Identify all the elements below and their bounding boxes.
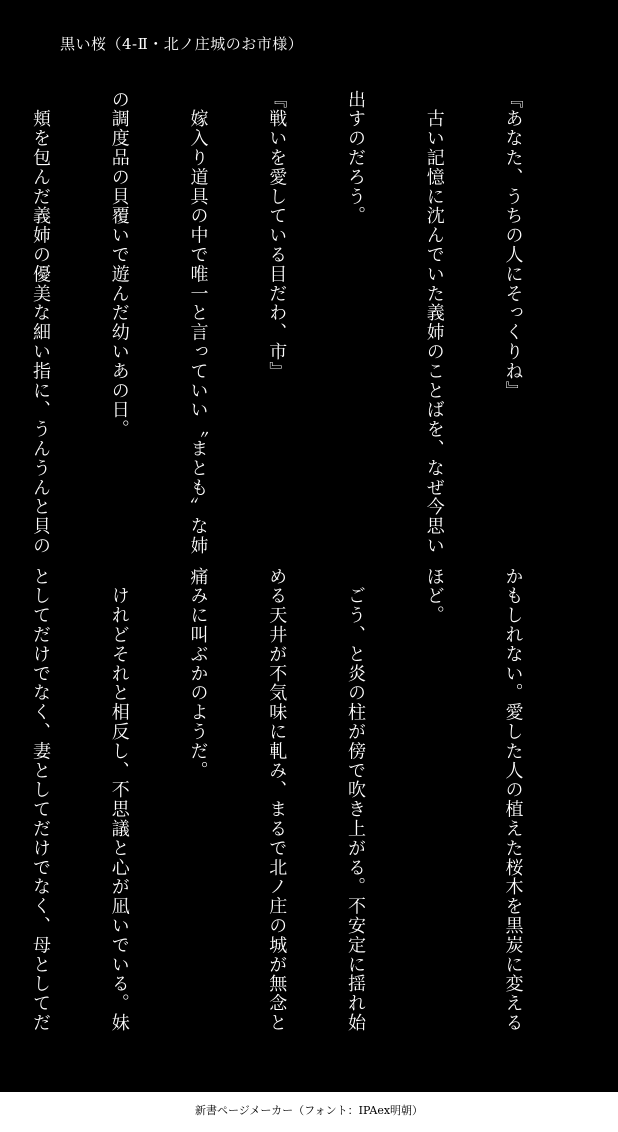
generator-credit: 新書ページメーカー（フォント：IPAex明朝） <box>194 1104 424 1117</box>
text-line: ごう、と炎の柱が傍で吹き上がる。不安定に揺れ始 <box>345 567 366 1033</box>
text-line: 『あなた、うちの人にそっくりね』 <box>502 90 524 401</box>
text-line: 頬を包んだ義姉の優美な細い指に、うんうんと貝の <box>30 90 51 556</box>
text-line: 痛みに叫ぶかのようだ。 <box>187 567 209 781</box>
text-line: かもしれない。愛した人の植えた桜木を黒炭に変える <box>502 567 524 1033</box>
text-block-bottom <box>30 567 578 1033</box>
text-block-top <box>30 90 578 556</box>
text-line: としてだけでなく、妻としてだけでなく、母としてだ <box>30 567 51 1033</box>
text-line: の調度品の貝覆いで遊んだ幼いあの日。 <box>108 90 130 440</box>
text-line: けれどそれと相反し、不思議と心が凪いでいる。妹 <box>108 567 130 1033</box>
text-line: める天井が不気味に軋み、まるで北ノ庄の城が無念と <box>266 567 288 1033</box>
text-line: ほど。 <box>423 567 445 626</box>
page-header-title: 黒い桜（4-Ⅱ・北ノ庄城のお市様） <box>60 35 304 53</box>
text-line: 出すのだろう。 <box>345 90 366 226</box>
text-line: 『戦いを愛している目だわ、市』 <box>266 90 288 381</box>
text-line: 嫁入り道具の中で唯一と言っていい〝まとも〟な姉 <box>187 90 209 556</box>
text-line: 古い記憶に沈んでいた義姉のことばを、なぜ今思い <box>423 90 445 556</box>
